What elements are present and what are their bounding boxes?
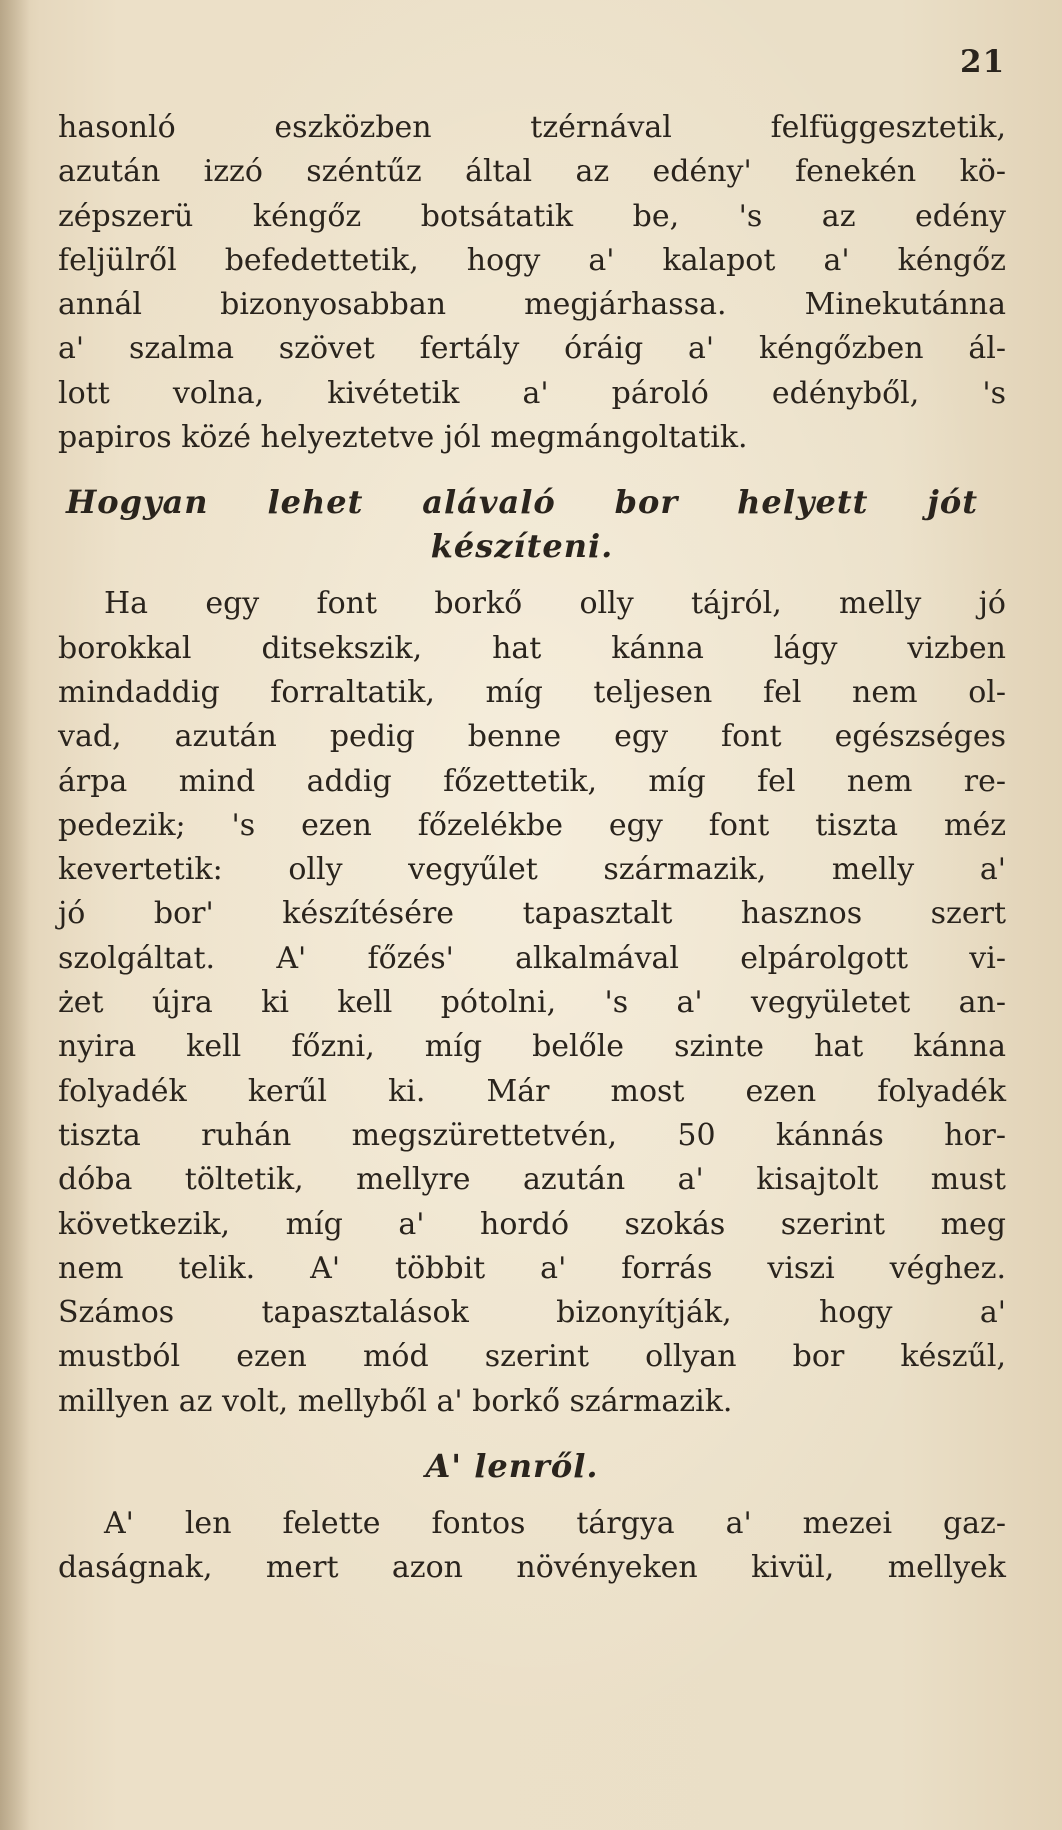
text-line: nyira kell főzni, míg belőle szinte hat kánna [58,1029,1006,1065]
paragraph-2 [58,582,1006,1424]
text-line: lott volna, kivétetik a' pároló edényből, 's [58,375,1006,411]
text-line: millyen az volt, mellyből a' borkő származik. [58,1383,733,1419]
page-gutter-shadow [0,0,30,1830]
text-line: folyadék kerűl ki. Már most ezen folyadék [58,1073,1006,1109]
spacer [58,568,1006,582]
text-line: papiros közé helyeztetve jól megmángoltatik. [58,420,748,456]
spacer [58,1424,1006,1444]
paragraph-3 [58,1502,1006,1591]
text-line: árpa mind addig főzettetik, míg fel nem re- [58,763,1006,799]
text-line: daságnak, mert azon növényeken kivül, mellyek [58,1550,1006,1586]
text-line: żet újra ki kell pótolni, 's a' vegyületet an- [58,985,1006,1021]
page-number: 21 [960,44,1006,80]
text-line: kevertetik: olly vegyűlet származik, melly a' [58,852,1006,888]
text-line: szolgáltat. A' főzés' alkalmával elpárolgott vi- [58,940,1006,976]
text-line: mindaddig forraltatik, míg teljesen fel nem ol- [58,674,1006,710]
section-heading-wine [58,480,1006,568]
text-line: annál bizonyosabban megjárhassa. Minekutánna [58,287,1006,323]
text-line: dóba töltetik, mellyre azután a' kisajtolt must [58,1162,1006,1198]
text-line: pedezik; 's ezen főzelékbe egy font tiszta méz [58,807,1006,843]
text-line: Számos tapasztalások bizonyítják, hogy a' [58,1295,1006,1331]
text-line: Ha egy font borkő olly tájról, melly jó [104,586,1006,622]
text-line: jó bor' készítésére tapasztalt hasznos szert [58,896,1006,932]
spacer [58,1488,1006,1502]
text-line: A' len felette fontos tárgya a' mezei gaz- [104,1506,1006,1542]
text-block [58,106,1006,1591]
text-line: a' szalma szövet fertály óráig a' kéngőzben ál- [58,331,1006,367]
text-line: hasonló eszközben tzérnával felfüggesztetik, [58,110,1006,145]
text-line: mustból ezen mód szerint ollyan bor készűl, [58,1339,1006,1375]
text-line: vad, azután pedig benne egy font egészséges [58,719,1006,755]
spacer [58,460,1006,480]
heading-line: készíteni. [430,527,614,566]
heading-line: Hogyan lehet alávaló bor helyett jót [66,483,978,522]
text-line: zépszerü kéngőz botsátatik be, 's az edény [58,198,1006,234]
text-line: tiszta ruhán megszürettetvén, 50 kánnás hor- [58,1117,1006,1153]
text-line: nem telik. A' többit a' forrás viszi véghez. [58,1250,1006,1286]
text-line: borokkal ditsekszik, hat kánna lágy vizben [58,630,1006,666]
text-line: feljülről befedettetik, hogy a' kalapot a' kéngőz [58,242,1006,278]
text-line: azután izzó széntűz által az edény' fenekén kö- [58,154,1006,190]
section-heading-flax: A' lenről. [425,1447,599,1486]
paragraph-1 [58,106,1006,460]
text-line: következik, míg a' hordó szokás szerint meg [58,1206,1006,1242]
